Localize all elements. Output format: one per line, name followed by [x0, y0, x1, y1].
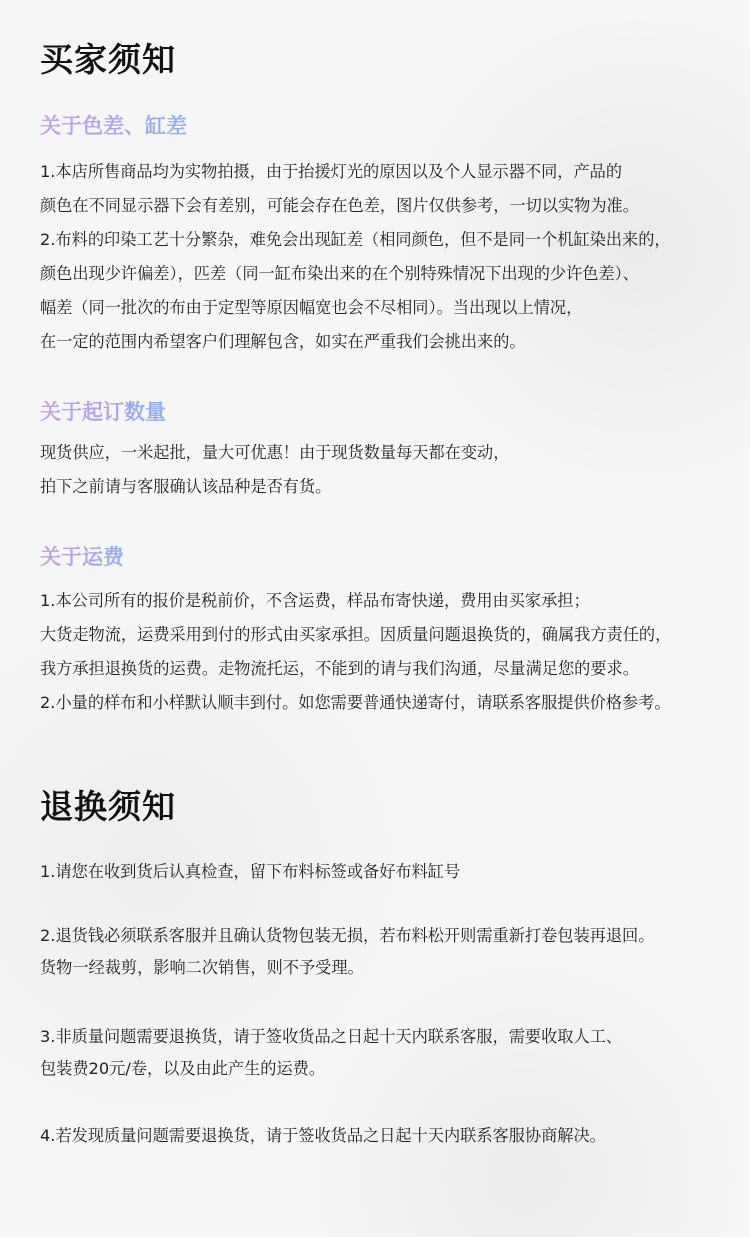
shipping-line-3: 我方承担退换货的运费。走物流托运，不能到的请与我们沟通，尽量满足您的要求。: [40, 659, 639, 678]
color-diff-line-5: 幅差（同一批次的布由于定型等原因幅宽也会不尽相同）。当出现以上情况，: [40, 298, 583, 317]
shipping-line-2: 大货走物流，运费采用到付的形式由买家承担。因质量问题退换货的，确属我方责任的，: [40, 625, 672, 644]
color-diff-line-6: 在一定的范围内希望客户们理解包含，如实在严重我们会挑出来的。: [40, 332, 526, 351]
shipping-heading: 关于运费: [40, 541, 124, 571]
min-order-line-1: 现货供应，一米起批，量大可优惠！由于现货数量每天都在变动，: [40, 443, 510, 462]
return-item-1-line-1: 1.请您在收到货后认真检查，留下布料标签或备好布料缸号: [40, 862, 461, 881]
return-notice-title: 退换须知: [40, 787, 176, 826]
return-item-2-line-1: 2.退货钱必须联系客服并且确认货物包装无损，若布料松开则需重新打卷包装再退回。: [40, 926, 655, 945]
color-diff-line-2: 颜色在不同显示器下会有差别，可能会存在色差，图片仅供参考，一切以实物为准。: [40, 196, 639, 215]
color-diff-line-4: 颜色出现少许偏差），匹差（同一缸布染出来的在个别特殊情况下出现的少许色差）、: [40, 264, 639, 283]
min-order-line-2: 拍下之前请与客服确认该品种是否有货。: [40, 477, 332, 496]
min-order-heading: 关于起订数量: [40, 396, 166, 426]
buyer-notice-title: 买家须知: [40, 40, 176, 79]
color-diff-line-3: 2.布料的印染工艺十分繁杂，难免会出现缸差（相同颜色，但不是同一个机缸染出来的，: [40, 230, 671, 249]
return-item-3-line-2: 包装费20元/卷，以及由此产生的运费。: [40, 1059, 326, 1078]
color-diff-line-1: 1.本店所售商品均为实物拍摄，由于抬援灯光的原因以及个人显示器不同，产品的: [40, 162, 623, 181]
return-item-2-line-2: 货物一经裁剪，影响二次销售，则不予受理。: [40, 958, 364, 977]
return-item-4-line-1: 4.若发现质量问题需要退换货，请于签收货品之日起十天内联系客服协商解决。: [40, 1126, 606, 1145]
shipping-line-1: 1.本公司所有的报价是税前价，不含运费，样品布寄快递，费用由买家承担；: [40, 591, 590, 610]
return-item-3-line-1: 3.非质量问题需要退换货，请于签收货品之日起十天内联系客服，需要收取人工、: [40, 1027, 623, 1046]
color-diff-heading: 关于色差、缸差: [40, 110, 187, 140]
shipping-line-4: 2.小量的样布和小样默认顺丰到付。如您需要普通快递寄付，请联系客服提供价格参考。: [40, 693, 671, 712]
